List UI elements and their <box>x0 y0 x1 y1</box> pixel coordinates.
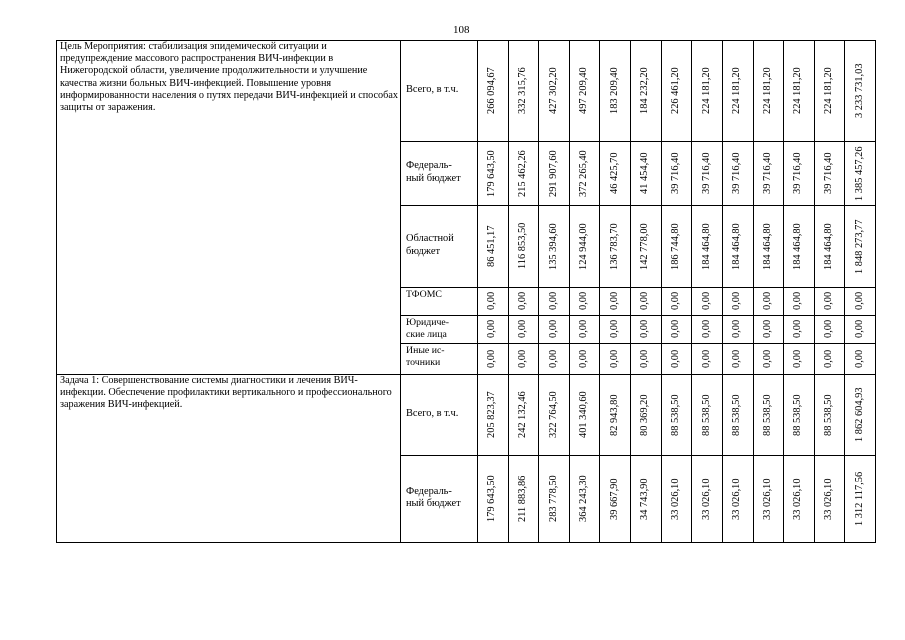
value-cell: 88 538,50 <box>792 393 804 436</box>
value-cell: 0,00 <box>578 291 590 310</box>
value-cell: 88 538,50 <box>670 393 681 436</box>
row-label: Федераль- ный бюджет <box>406 160 461 184</box>
value-cell: 186 744,80 <box>670 222 681 270</box>
value-cell: 0,00 <box>761 319 773 338</box>
value-cell: 41 454,40 <box>639 152 651 194</box>
row-label: Иные ис- точники <box>406 345 445 368</box>
value-cell: 242 132,46 <box>516 391 528 438</box>
value-cell: 0,00 <box>792 291 804 310</box>
value-cell: 183 209,40 <box>608 67 620 114</box>
value-cell: 224 181,20 <box>823 67 835 114</box>
value-cell: 184 464,80 <box>700 222 712 270</box>
value-cell: 401 340,60 <box>578 391 590 438</box>
value-cell: 0,00 <box>639 319 651 338</box>
section-description: Цель Мероприятия: стабилизация эпидемической ситуации и предупреждение массового распространения ВИЧ-инфекции в Нижегородской области, увеличение продолжительности и улучшение качества жизни больных ВИЧ-инфекцией. Повышение уровня информированности населения о путях передачи ВИЧ-инфекцией и способах защиты от заражения. <box>60 41 398 114</box>
value-cell: 39 716,40 <box>670 152 681 194</box>
value-cell: 33 026,10 <box>731 477 743 520</box>
column-divider <box>508 40 509 543</box>
value-cell: 39 716,40 <box>823 152 835 194</box>
row-border <box>400 205 876 206</box>
value-cell: 0,00 <box>823 349 835 368</box>
value-cell: 0,00 <box>761 291 773 310</box>
value-cell: 184 464,80 <box>792 222 804 270</box>
value-cell: 39 667,90 <box>608 477 620 520</box>
value-cell: 0,00 <box>761 349 773 368</box>
value-cell: 0,00 <box>853 291 865 310</box>
value-cell: 226 461,20 <box>670 67 681 114</box>
value-cell: 0,00 <box>670 349 681 368</box>
column-divider <box>783 40 784 543</box>
value-cell: 39 716,40 <box>761 152 773 194</box>
value-cell: 88 538,50 <box>823 393 835 436</box>
value-cell: 33 026,10 <box>823 477 835 520</box>
row-border <box>400 343 876 344</box>
value-cell: 33 026,10 <box>700 477 712 520</box>
value-cell: 184 464,80 <box>823 222 835 270</box>
description-divider <box>400 40 401 543</box>
value-cell: 497 209,40 <box>578 67 590 114</box>
value-cell: 372 265,40 <box>578 149 590 197</box>
row-border <box>400 141 876 142</box>
row-border <box>400 315 876 316</box>
value-cell: 39 716,40 <box>731 152 743 194</box>
value-cell: 135 394,60 <box>547 222 559 270</box>
value-cell: 1 385 457,26 <box>853 145 865 201</box>
value-cell: 0,00 <box>547 319 559 338</box>
page-number: 108 <box>453 24 470 36</box>
column-divider <box>814 40 815 543</box>
row-label: Юридиче- ские лица <box>406 317 449 340</box>
value-cell: 179 643,50 <box>486 475 498 522</box>
row-label: Федераль- ный бюджет <box>406 485 461 509</box>
value-cell: 0,00 <box>516 319 528 338</box>
value-cell: 0,00 <box>731 319 743 338</box>
value-cell: 0,00 <box>670 319 681 338</box>
value-cell: 0,00 <box>823 319 835 338</box>
value-cell: 322 764,50 <box>547 391 559 438</box>
value-cell: 33 026,10 <box>670 477 681 520</box>
value-cell: 80 369,20 <box>639 393 651 436</box>
row-border <box>400 455 876 456</box>
value-cell: 1 848 273,77 <box>853 218 865 274</box>
value-cell: 205 823,37 <box>486 391 498 438</box>
value-cell: 88 538,50 <box>731 393 743 436</box>
row-label: Всего, в т.ч. <box>406 407 459 419</box>
value-cell: 184 464,80 <box>761 222 773 270</box>
value-cell: 39 716,40 <box>700 152 712 194</box>
value-cell: 1 862 604,93 <box>853 387 865 442</box>
value-cell: 142 778,00 <box>639 222 651 270</box>
column-divider <box>722 40 723 543</box>
column-divider <box>569 40 570 543</box>
value-cell: 332 315,76 <box>516 67 528 114</box>
value-cell: 266 094,67 <box>486 67 498 114</box>
column-divider <box>538 40 539 543</box>
value-cell: 33 026,10 <box>792 477 804 520</box>
value-cell: 34 743,90 <box>639 477 651 520</box>
column-divider <box>630 40 631 543</box>
value-cell: 88 538,50 <box>700 393 712 436</box>
value-cell: 0,00 <box>853 349 865 368</box>
value-cell: 0,00 <box>516 291 528 310</box>
value-cell: 0,00 <box>823 291 835 310</box>
value-cell: 184 464,80 <box>731 222 743 270</box>
value-cell: 0,00 <box>792 319 804 338</box>
value-cell: 0,00 <box>608 349 620 368</box>
value-cell: 0,00 <box>639 349 651 368</box>
section-description: Задача 1: Совершенствование системы диагностики и лечения ВИЧ-инфекции. Обеспечение профилактики вертикального и профессионального заражения ВИЧ-инфекцией. <box>60 375 392 411</box>
column-divider <box>691 40 692 543</box>
value-cell: 39 716,40 <box>792 152 804 194</box>
row-label: Всего, в т.ч. <box>406 83 459 95</box>
column-divider <box>844 40 845 543</box>
value-cell: 46 425,70 <box>608 152 620 194</box>
value-cell: 0,00 <box>578 319 590 338</box>
column-divider <box>875 40 876 543</box>
value-cell: 0,00 <box>700 319 712 338</box>
value-cell: 0,00 <box>578 349 590 368</box>
column-divider <box>599 40 600 543</box>
value-cell: 33 026,10 <box>761 477 773 520</box>
value-cell: 0,00 <box>853 319 865 338</box>
value-cell: 0,00 <box>639 291 651 310</box>
value-cell: 136 783,70 <box>608 222 620 270</box>
value-cell: 116 853,50 <box>516 222 528 269</box>
value-cell: 0,00 <box>486 349 498 368</box>
value-cell: 0,00 <box>608 319 620 338</box>
value-cell: 0,00 <box>486 291 498 310</box>
value-cell: 0,00 <box>547 349 559 368</box>
table-border-left <box>56 40 57 543</box>
value-cell: 364 243,30 <box>578 475 590 522</box>
value-cell: 283 778,50 <box>547 475 559 522</box>
value-cell: 0,00 <box>731 291 743 310</box>
column-divider <box>753 40 754 543</box>
value-cell: 0,00 <box>792 349 804 368</box>
value-cell: 427 302,20 <box>547 67 559 114</box>
value-cell: 3 233 731,03 <box>853 63 865 118</box>
value-cell: 224 181,20 <box>700 67 712 114</box>
value-cell: 224 181,20 <box>731 67 743 114</box>
value-cell: 0,00 <box>486 319 498 338</box>
row-label: ТФОМС <box>406 289 442 300</box>
value-cell: 224 181,20 <box>792 67 804 114</box>
row-border <box>400 287 876 288</box>
value-cell: 86 451,17 <box>486 225 498 267</box>
value-cell: 0,00 <box>700 349 712 368</box>
value-cell: 184 232,20 <box>639 67 651 114</box>
value-cell: 88 538,50 <box>761 393 773 436</box>
value-cell: 0,00 <box>731 349 743 368</box>
value-cell: 124 944,00 <box>578 222 590 270</box>
value-cell: 215 462,26 <box>516 149 528 197</box>
value-cell: 0,00 <box>670 291 681 310</box>
row-label: Областной бюджет <box>406 233 454 257</box>
label-divider <box>477 40 478 543</box>
value-cell: 0,00 <box>547 291 559 310</box>
column-divider <box>661 40 662 543</box>
value-cell: 291 907,60 <box>547 149 559 197</box>
value-cell: 0,00 <box>608 291 620 310</box>
value-cell: 211 883,86 <box>516 475 528 522</box>
value-cell: 82 943,80 <box>608 393 620 436</box>
value-cell: 224 181,20 <box>761 67 773 114</box>
value-cell: 1 312 117,56 <box>853 471 865 526</box>
value-cell: 179 643,50 <box>486 149 498 197</box>
section-border <box>56 542 876 543</box>
value-cell: 0,00 <box>516 349 528 368</box>
value-cell: 0,00 <box>700 291 712 310</box>
